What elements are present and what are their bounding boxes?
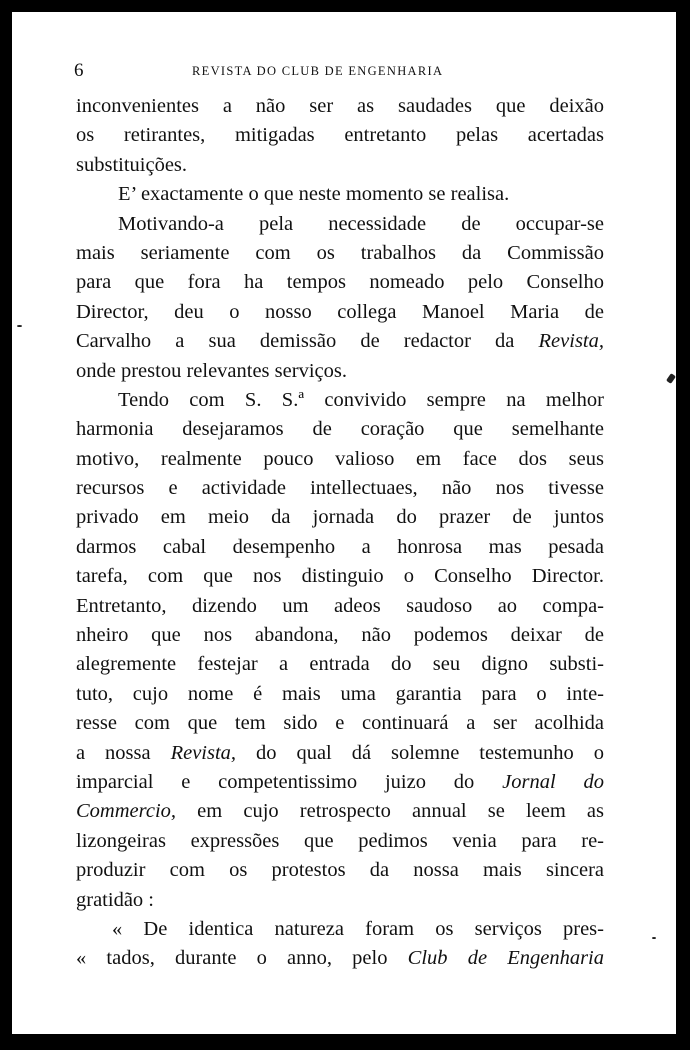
text-line: recursos e actividade intellectuaes, não nos tivesse [76,477,604,500]
text-segment: « tados, durante o anno, pelo [76,947,408,970]
text-line: privado em meio da jornada do prazer de juntos [76,506,604,529]
italic-title: Revista, [538,330,604,353]
text-line [76,739,604,768]
text-line: tuto, cujo nome é mais uma garantia para o inte- [76,682,604,705]
text-line: Entretanto, dizendo um adeos saudoso ao compa- [76,594,604,617]
print-speck [666,373,676,384]
text-segment: Carvalho a sua demissão de redactor da [76,330,539,353]
text-line [76,944,604,973]
page-number: 6 [74,60,85,81]
italic-title: Revista, [170,741,237,764]
text-line: mais seriamente com os trabalhos da Commissão [76,241,604,264]
text-line [76,797,604,826]
text-line: Motivando-a pela necessidade de occupar-se [118,212,604,235]
text-line [76,768,604,797]
text-line: alegremente festejar a entrada do seu digno substi- [76,653,604,676]
italic-title: Commercio, [76,800,177,823]
text-line: nheiro que nos abandona, não podemos deixar de [76,624,604,647]
text-segment: em cujo retrospecto annual se leem as [176,800,604,823]
italic-title: Jornal do [502,770,605,793]
body-text [76,92,604,974]
text-line: os retirantes, mitigadas entretanto pelas acertadas [76,124,604,147]
running-head: REVISTA DO CLUB DE ENGENHARIA [192,64,444,78]
text-line: E’ exactamente o que neste momento se realisa. [118,183,510,206]
text-segment: do qual dá solemne testemunho o [236,741,604,764]
text-line: resse com que tem sido e continuará a ser acolhida [76,712,604,735]
page-header [74,60,619,84]
text-line: para que fora ha tempos nomeado pelo Conselho [76,271,604,294]
text-line: substituições. [76,153,188,176]
text-line: tarefa, com que nos distinguio o Conselho Director. [76,565,604,588]
text-line: produzir com os protestos da nossa mais sincera [76,859,604,882]
text-line: motivo, realmente pouco valioso em face dos seus [76,447,604,470]
text-line: Tendo com S. S.ª convivido sempre na melhor [118,388,604,411]
text-line: gratidão : [76,888,154,911]
text-line [76,327,604,356]
print-speck [652,937,656,939]
text-line: harmonia desejaramos de coração que semelhante [76,418,604,441]
text-line: « De identica natureza foram os serviços pres- [112,917,604,940]
text-line: lizongeiras expressões que pedimos venia para re- [76,829,604,852]
text-line: Director, deu o nosso collega Manoel Maria de [76,300,604,323]
italic-title: Club de Engenharia [407,947,605,970]
text-segment: a nossa [76,741,171,764]
text-line: onde prestou relevantes serviços. [76,359,347,382]
document-page [12,12,676,1034]
print-speck [17,325,22,327]
text-line: darmos cabal desempenho a honrosa mas pesada [76,535,604,558]
text-line: inconvenientes a não ser as saudades que deixão [76,95,604,117]
text-segment: imparcial e competentissimo juizo do [76,770,503,793]
